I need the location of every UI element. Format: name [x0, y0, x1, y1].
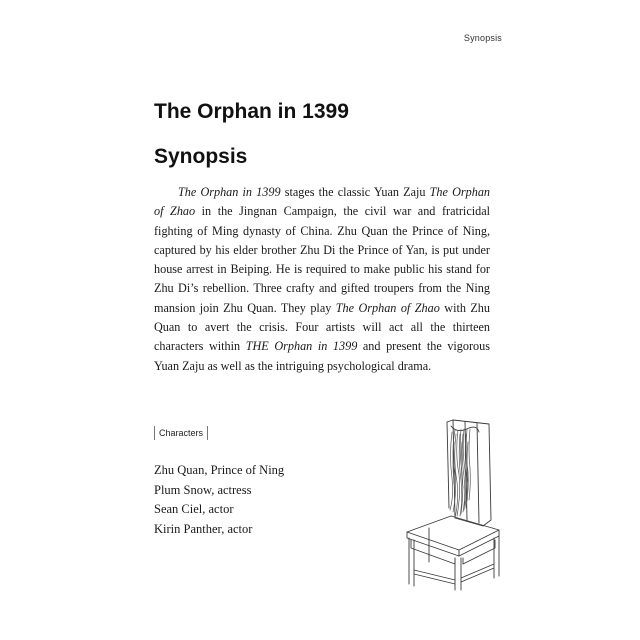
character-item: Kirin Panther, actor [154, 521, 253, 536]
document-title: The Orphan in 1399 [154, 100, 349, 123]
synopsis-text: in the Jingnan Campaign, the civil war and fratricidal fighting of Ming dynasty of China. Zhu Quan the Prince of Ning, captured by his elder brother Zhu Di the Prince of Yan, is put under house arrest in Beiping. He is required to make public his stand for Zhu Di’s rebellion. Three crafty and gifted troupers from the Ning mansion join Zhu Quan. They play [154, 204, 490, 315]
synopsis-text: stages the classic Yuan Zaju [280, 185, 430, 199]
play-title-italic: THE Orphan in 1399 [245, 339, 358, 354]
beard-strands [450, 429, 470, 518]
character-item: Sean Ciel, actor [154, 502, 234, 516]
work-title-italic: The Orphan of Zhao [335, 300, 440, 315]
work-title-italic: The Orphan of Zhao [154, 185, 491, 219]
synopsis-paragraph [154, 183, 490, 376]
character-list [154, 461, 284, 539]
synopsis-text: and present the vigorous Yuan Zaju as well as the intriguing psychological drama. [154, 339, 490, 373]
character-item: Plum Snow, actress [154, 482, 252, 497]
running-head: Synopsis [463, 33, 502, 43]
play-title-italic: The Orphan in 1399 [178, 185, 281, 199]
synopsis-text: with Zhu Quan to avert the crisis. Four artists will act all the thirteen characters within [154, 300, 490, 354]
section-title: Synopsis [154, 145, 248, 168]
character-item: Zhu Quan, Prince of Ning [154, 463, 285, 477]
characters-heading: Characters [154, 426, 208, 440]
chair-with-beard-illustration [395, 412, 505, 592]
